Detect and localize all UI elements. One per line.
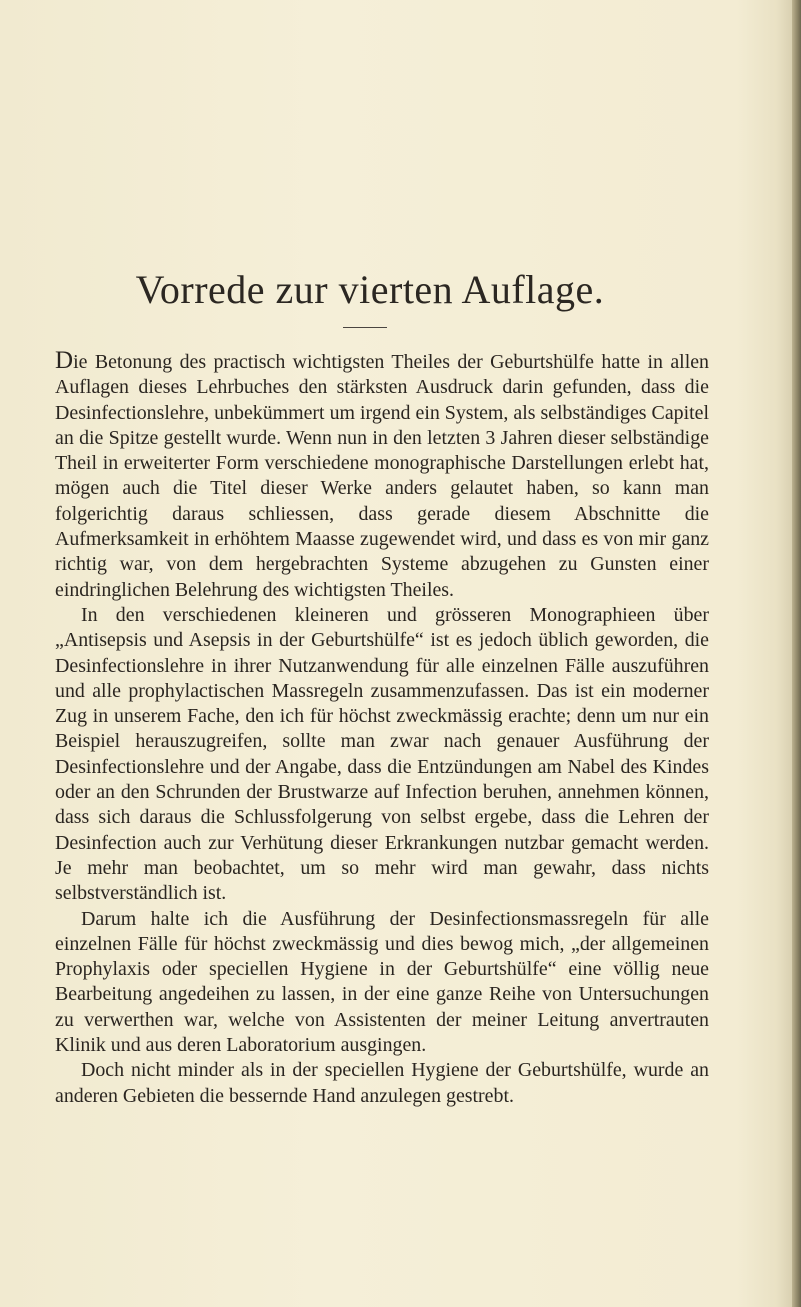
paragraph-1: Die Betonung des practisch wichtigsten Theiles der Geburtshülfe hatte in allen Auflagen dieses Lehrbuches den stärksten Ausdruck darin gefunden, dass die Desinfectionslehre, unbekümmert um irgend ein System, als selbständiges Capitel an die Spitze gestellt wurde. Wenn nun in den letzten 3 Jahren dieser selbständige Theil in erweiterter Form verschiedene monographische Darstellungen erlebt hat, mögen auch die Titel dieser Werke anders gelautet haben, so kann man folgerichtig daraus schliessen, dass gerade diesem Abschnitte die Aufmerksamkeit in erhöhtem Maasse zugewendet wird, und dass es von mir ganz richtig war, von dem hergebrachten Systeme abzugehen zu Gunsten einer eindringlichen Belehrung des wichtigsten Theiles. [55, 347, 709, 601]
page-title: Vorrede zur vierten Auflage. [135, 267, 605, 312]
paragraph-4: Doch nicht minder als in der speciellen Hygiene der Geburtshülfe, wurde an anderen Gebieten die bessernde Hand anzulegen gestrebt. [55, 1059, 709, 1107]
preface-body [55, 348, 709, 1109]
page-edge-shadow [792, 0, 801, 1307]
title-divider [343, 327, 387, 328]
paragraph-2: In den verschiedenen kleineren und grösseren Monographieen über „Antisepsis und Asepsis in der Geburtshülfe“ ist es jedoch üblich geworden, die Desinfectionslehre in ihrer Nutzanwendung für alle einzelnen Fälle auszuführen und alle prophylactischen Massregeln zusammenzufassen. Das ist ein moderner Zug in unserem Fache, den ich für höchst zweckmässig erachte; denn um nur ein Beispiel herauszugreifen, sollte man zwar nach genauer Ausführung der Desinfectionslehre und der Angabe, dass die Entzündungen am Nabel des Kindes oder an den Schrunden der Brustwarze auf Infection beruhen, annehmen können, dass sich daraus die Schlussfolgerung von selbst ergebe, dass die Lehren der Desinfection auch zur Verhütung dieser Erkrankungen nutzbar gemacht werden. Je mehr man beobachtet, um so mehr wird man gewahr, dass nichts selbstverständlich ist. [55, 603, 709, 905]
paragraph-3: Darum halte ich die Ausführung der Desinfectionsmassregeln für alle einzelnen Fälle für höchst zweckmässig und dies bewog mich, „der allgemeinen Prophylaxis oder speciellen Hygiene in der Geburtshülfe“ eine völlig neue Bearbeitung angedeihen zu lassen, in der eine ganze Reihe von Untersuchungen zu verwerthen war, welche von Assistenten der meiner Leitung anvertrauten Klinik und aus deren Laboratorium ausgingen. [55, 907, 709, 1057]
